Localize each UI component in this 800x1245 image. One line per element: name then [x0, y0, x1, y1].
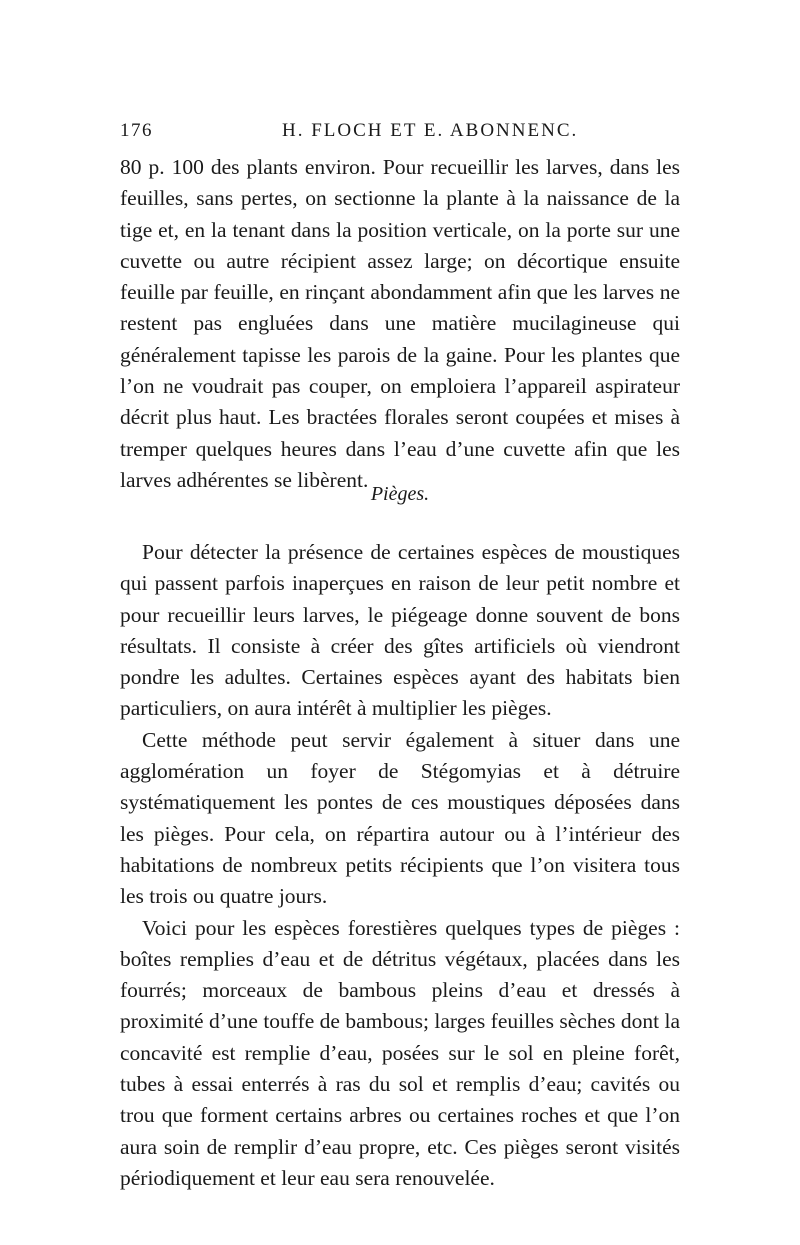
paragraph: Pour détecter la présence de certaines espèces de moustiques qui passent parfois inaperçues en raison de leur petit nombre et pour recueillir leurs larves, le piégeage donne souvent de bons résultats. Il consiste à créer des gîtes artificiels où viendront pondre les adultes. Certaines espèces ayant des habitats bien particuliers, on aura intérêt à multiplier les pièges.	[120, 540, 680, 721]
body-text-continued	[120, 152, 680, 496]
running-head	[120, 120, 680, 150]
paragraph-continued: 80 p. 100 des plants environ. Pour recueillir les larves, dans les feuilles, sans pertes, on sectionne la plante à la naissance de la tige et, en la tenant dans la position verticale, on la porte sur une cuvette ou autre récipient assez large; on décortique ensuite feuille par feuille, en rinçant abondamment afin que les larves ne restent pas engluées dans une matière mucilagineuse qui généralement tapisse les parois de la gaine. Pour les plantes que l’on ne voudrait pas couper, on emploiera l’appareil aspirateur décrit plus haut. Les bractées florales seront coupées et mises à tremper quelques heures dans l’eau d’une cuvette afin que les larves adhérentes se libèrent.	[120, 155, 680, 492]
paragraph: Cette méthode peut servir également à situer dans une agglomération un foyer de Stégomyias et à détruire systématiquement les pontes de ces moustiques déposées dans les pièges. Pour cela, on répartira autour ou à l’intérieur des habitations de nombreux petits récipients que l’on visitera tous les trois ou quatre jours.	[120, 727, 680, 909]
paragraph: Voici pour les espèces forestières quelques types de pièges : boîtes remplies d’eau et de détritus végétaux, placées dans les fourrés; morceaux de bambous pleins d’eau et dressés à proximité d’une touffe de bambous; larges feuilles sèches dont la concavité est remplie d’eau, posées sur le sol en pleine forêt, tubes à essai enterrés à ras du sol et remplis d’eau; cavités ou trou que forment certains arbres ou certaines roches et que l’on aura soin de remplir d’eau propre, etc. Ces pièges seront visités périodiquement et leur eau sera renouvelée.	[120, 915, 680, 1190]
book-page	[120, 0, 680, 1245]
section-heading: Pièges.	[370, 483, 430, 505]
page-number: 176	[120, 120, 153, 141]
running-title: H. FLOCH ET E. ABONNENC.	[282, 120, 579, 141]
section-body	[120, 537, 680, 1194]
